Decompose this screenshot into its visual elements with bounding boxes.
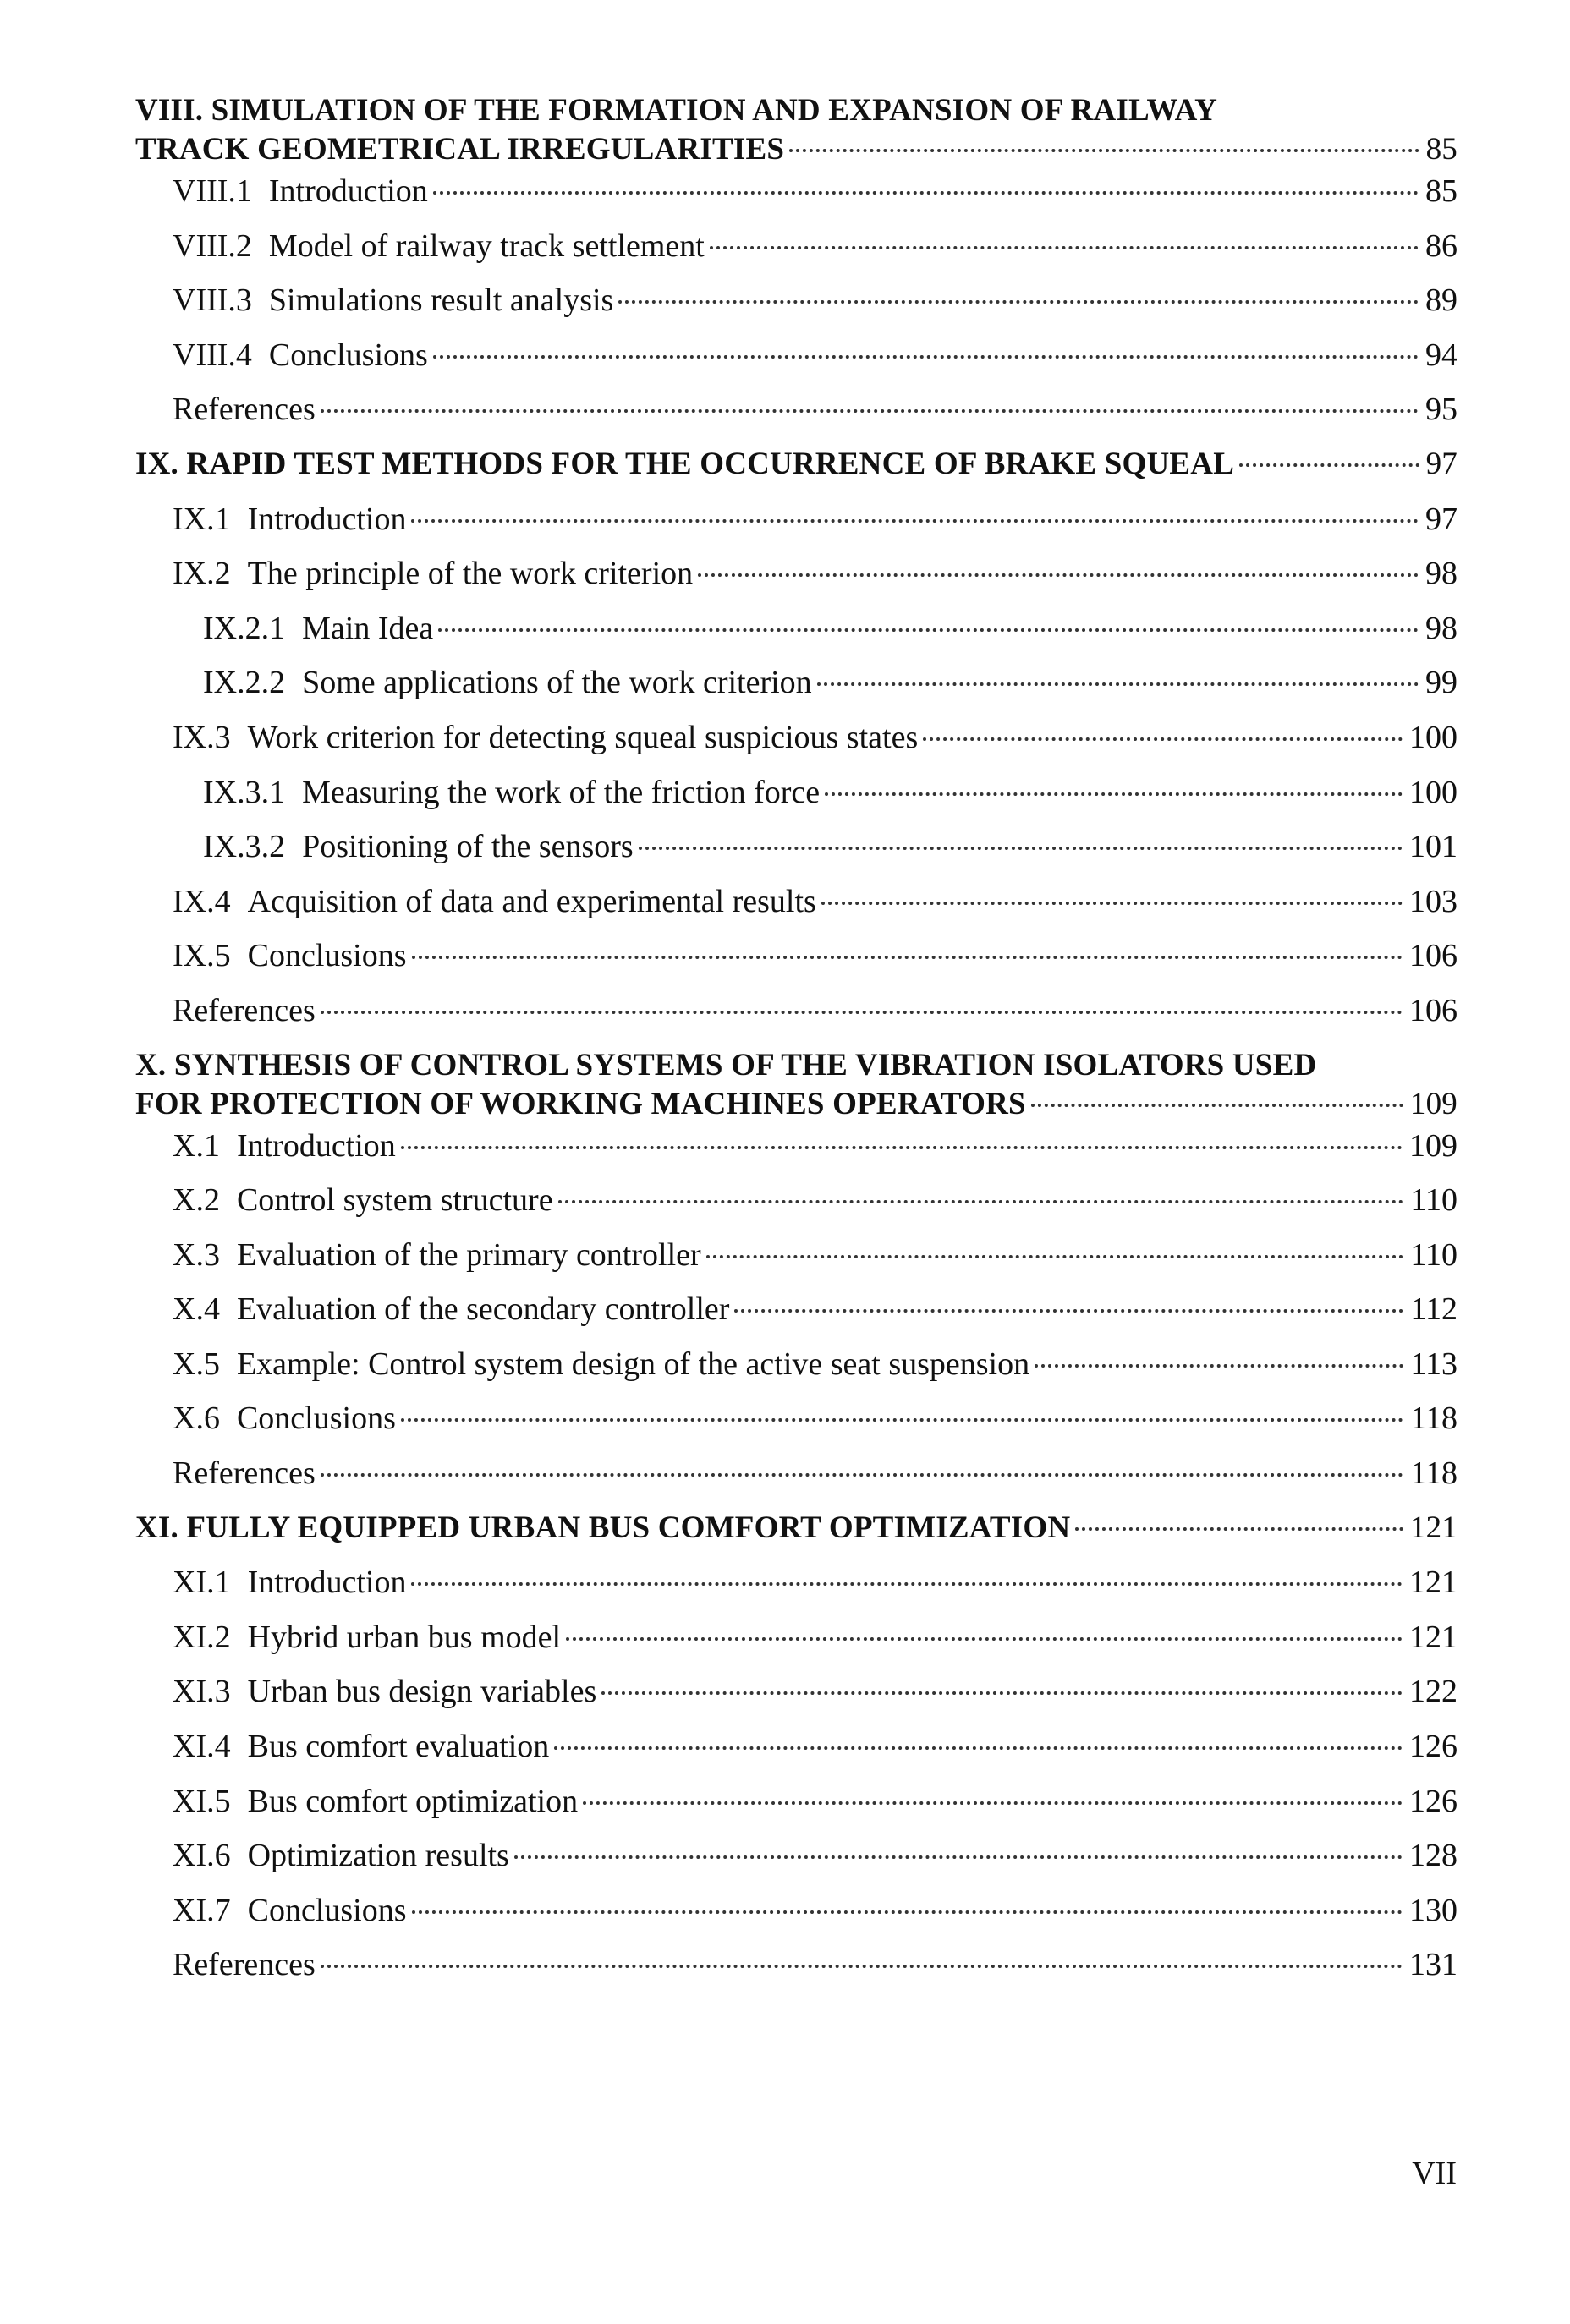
section-number: IX.2.1 xyxy=(203,610,286,646)
dot-leader xyxy=(825,792,1403,796)
toc-subsection-entry[interactable] xyxy=(135,609,1457,664)
section-title: Hybrid urban bus model xyxy=(247,1619,562,1655)
page-number: 110 xyxy=(1410,1182,1457,1219)
section-number: IX.3.1 xyxy=(203,774,286,810)
page-number: 122 xyxy=(1409,1674,1457,1710)
dot-leader xyxy=(401,1146,1403,1149)
page-number: 121 xyxy=(1409,1565,1457,1601)
dot-leader xyxy=(514,1855,1403,1859)
dot-leader xyxy=(321,409,1419,413)
page-number: 86 xyxy=(1425,227,1457,264)
dot-leader xyxy=(583,1801,1403,1805)
section-number: IX.3 xyxy=(173,719,231,755)
toc-section-entry[interactable] xyxy=(135,1891,1457,1946)
toc-section-entry[interactable] xyxy=(135,500,1457,555)
dot-leader xyxy=(817,682,1419,686)
dot-leader xyxy=(554,1746,1403,1750)
page-number: 128 xyxy=(1409,1838,1457,1874)
dot-leader xyxy=(321,1965,1403,1968)
toc-section-entry[interactable] xyxy=(135,1782,1457,1837)
section-number: X.5 xyxy=(173,1346,220,1382)
toc-section-entry[interactable] xyxy=(135,718,1457,773)
chapter-title-line2-row xyxy=(135,130,1457,169)
toc-section-entry[interactable] xyxy=(135,1454,1457,1509)
toc-section-entry[interactable] xyxy=(135,936,1457,991)
section-title: Bus comfort optimization xyxy=(247,1783,579,1819)
toc-section-entry[interactable] xyxy=(135,172,1457,227)
dot-leader xyxy=(1239,463,1419,467)
section-title: Conclusions xyxy=(236,1400,396,1437)
section-number: XI.5 xyxy=(173,1783,231,1819)
page-number: 97 xyxy=(1425,446,1457,481)
section-number: IX.3.2 xyxy=(203,829,286,865)
section-title: Evaluation of the secondary controller xyxy=(236,1291,730,1328)
section-title: Optimization results xyxy=(247,1838,509,1874)
toc-section-entry[interactable] xyxy=(135,1126,1457,1181)
section-number: IX.1 xyxy=(173,501,231,537)
section-title: References xyxy=(173,992,316,1028)
section-title: Model of railway track settlement xyxy=(268,227,705,264)
dot-leader xyxy=(1075,1527,1403,1531)
chapter-title: IX. RAPID TEST METHODS FOR THE OCCURRENCE OF BRAKE SQUEAL xyxy=(135,446,1235,481)
page-number: 112 xyxy=(1410,1291,1457,1328)
page-number: 113 xyxy=(1410,1346,1457,1382)
section-number: VIII.2 xyxy=(173,227,252,264)
dot-leader xyxy=(411,1582,1403,1586)
section-number: XI.6 xyxy=(173,1838,231,1874)
section-number: VIII.1 xyxy=(173,173,252,209)
toc-section-entry[interactable] xyxy=(135,1945,1457,2000)
chapter-title: XI. FULLY EQUIPPED URBAN BUS COMFORT OPTIMIZATION xyxy=(135,1510,1071,1545)
page-number: 94 xyxy=(1425,337,1457,373)
section-number: XI.7 xyxy=(173,1892,231,1928)
section-title: Conclusions xyxy=(268,337,428,373)
section-title: Work criterion for detecting squeal suspicious states xyxy=(247,719,919,755)
section-title: Conclusions xyxy=(247,1892,407,1928)
dot-leader xyxy=(433,191,1419,195)
toc-chapter-entry[interactable] xyxy=(135,1046,1457,1126)
dot-leader xyxy=(566,1637,1403,1641)
page-number: 118 xyxy=(1410,1455,1457,1492)
toc-subsection-entry[interactable] xyxy=(135,663,1457,718)
section-title: Urban bus design variables xyxy=(247,1674,597,1710)
toc-subsection-entry[interactable] xyxy=(135,827,1457,882)
dot-leader xyxy=(618,300,1419,304)
toc-section-entry[interactable] xyxy=(135,390,1457,445)
dot-leader xyxy=(601,1691,1403,1695)
page-number: 103 xyxy=(1409,883,1457,919)
section-number: X.4 xyxy=(173,1291,220,1328)
chapter-title-line1: VIII. SIMULATION OF THE FORMATION AND EXPANSION OF RAILWAY xyxy=(135,93,1218,128)
section-number: X.3 xyxy=(173,1236,220,1273)
dot-leader xyxy=(789,149,1419,152)
section-title: Example: Control system design of the active seat suspension xyxy=(236,1346,1030,1382)
toc-section-entry[interactable] xyxy=(135,1836,1457,1891)
dot-leader xyxy=(412,1910,1403,1914)
page-number: 98 xyxy=(1425,610,1457,646)
section-title: Evaluation of the primary controller xyxy=(236,1236,701,1273)
section-title: The principle of the work criterion xyxy=(247,556,694,592)
dot-leader xyxy=(706,1255,1404,1258)
page-number: 130 xyxy=(1409,1892,1457,1928)
section-number: XI.3 xyxy=(173,1674,231,1710)
dot-leader xyxy=(558,1200,1404,1203)
page-number: 109 xyxy=(1409,1086,1457,1121)
section-number: VIII.3 xyxy=(173,282,252,319)
section-title: Acquisition of data and experimental results xyxy=(247,883,816,919)
toc-section-entry[interactable] xyxy=(135,1563,1457,1618)
chapter-title-line2: FOR PROTECTION OF WORKING MACHINES OPERATORS xyxy=(135,1086,1026,1121)
dot-leader xyxy=(411,519,1419,523)
page-number: 97 xyxy=(1425,501,1457,537)
dot-leader xyxy=(433,355,1419,359)
chapter-title-line2: TRACK GEOMETRICAL IRREGULARITIES xyxy=(135,132,785,167)
toc-chapter-entry[interactable] xyxy=(135,445,1457,500)
section-number: X.2 xyxy=(173,1182,220,1219)
section-title: Bus comfort evaluation xyxy=(247,1729,550,1765)
section-number: IX.5 xyxy=(173,938,231,974)
dot-leader xyxy=(1035,1364,1403,1368)
section-title: Introduction xyxy=(268,173,428,209)
toc-subsection-entry[interactable] xyxy=(135,773,1457,828)
toc-section-entry[interactable] xyxy=(135,882,1457,937)
toc-section-entry[interactable] xyxy=(135,1290,1457,1345)
section-number: XI.4 xyxy=(173,1729,231,1765)
page-number: 126 xyxy=(1409,1783,1457,1819)
dot-leader xyxy=(923,737,1403,741)
page-number: 106 xyxy=(1409,992,1457,1028)
page-number: 98 xyxy=(1425,556,1457,592)
section-title: Main Idea xyxy=(302,610,434,646)
dot-leader xyxy=(1031,1104,1403,1107)
chapter-title-line1: X. SYNTHESIS OF CONTROL SYSTEMS OF THE VIBRATION ISOLATORS USED xyxy=(135,1047,1317,1083)
page-number: 126 xyxy=(1409,1729,1457,1765)
page-number: 101 xyxy=(1409,829,1457,865)
page-number: 106 xyxy=(1409,938,1457,974)
page-number: 121 xyxy=(1409,1619,1457,1655)
section-number: IX.2.2 xyxy=(203,665,286,701)
toc-section-entry[interactable] xyxy=(135,1727,1457,1782)
section-number: X.1 xyxy=(173,1127,220,1164)
page-number: 121 xyxy=(1409,1510,1457,1545)
dot-leader xyxy=(438,628,1419,632)
toc-section-entry[interactable] xyxy=(135,281,1457,336)
toc-section-entry[interactable] xyxy=(135,1181,1457,1236)
section-title: References xyxy=(173,392,316,428)
section-title: Conclusions xyxy=(247,938,407,974)
section-number: X.6 xyxy=(173,1400,220,1437)
toc-chapter-entry[interactable] xyxy=(135,91,1457,172)
toc-section-entry[interactable] xyxy=(135,1236,1457,1291)
page-folio: VII xyxy=(1412,2156,1457,2191)
section-number: IX.4 xyxy=(173,883,231,919)
section-title: Simulations result analysis xyxy=(268,282,614,319)
toc-section-entry[interactable] xyxy=(135,227,1457,282)
page-number: 99 xyxy=(1425,665,1457,701)
toc-chapter-entry[interactable] xyxy=(135,1509,1457,1564)
toc-section-entry[interactable] xyxy=(135,336,1457,391)
toc-section-entry[interactable] xyxy=(135,1399,1457,1454)
toc-section-entry[interactable] xyxy=(135,554,1457,609)
page-number: 100 xyxy=(1409,719,1457,755)
table-of-contents xyxy=(135,91,1457,2000)
section-title: References xyxy=(173,1455,316,1492)
dot-leader xyxy=(698,573,1419,577)
page-number: 85 xyxy=(1425,173,1457,209)
chapter-title-line2-row xyxy=(135,1085,1457,1124)
section-title: Measuring the work of the friction force xyxy=(302,774,821,810)
dot-leader xyxy=(710,246,1419,249)
dot-leader xyxy=(734,1309,1403,1313)
section-number: VIII.4 xyxy=(173,337,252,373)
page-number: 89 xyxy=(1425,282,1457,319)
dot-leader xyxy=(821,902,1403,905)
section-title: Introduction xyxy=(236,1127,396,1164)
section-title: Introduction xyxy=(247,501,407,537)
page-number: 100 xyxy=(1409,774,1457,810)
dot-leader xyxy=(321,1011,1403,1014)
page-number: 95 xyxy=(1425,392,1457,428)
dot-leader xyxy=(412,956,1403,959)
dot-leader xyxy=(321,1473,1404,1477)
page-number: 85 xyxy=(1425,132,1457,167)
page-number: 109 xyxy=(1409,1127,1457,1164)
toc-section-entry[interactable] xyxy=(135,1345,1457,1400)
page-number: 110 xyxy=(1410,1236,1457,1273)
section-title: Control system structure xyxy=(236,1182,553,1219)
toc-section-entry[interactable] xyxy=(135,991,1457,1046)
dot-leader xyxy=(639,847,1403,850)
page-number: 118 xyxy=(1410,1400,1457,1437)
section-title: References xyxy=(173,1947,316,1983)
toc-section-entry[interactable] xyxy=(135,1618,1457,1673)
section-number: IX.2 xyxy=(173,556,231,592)
toc-section-entry[interactable] xyxy=(135,1672,1457,1727)
page-number: 131 xyxy=(1409,1947,1457,1983)
section-number: XI.1 xyxy=(173,1565,231,1601)
section-title: Some applications of the work criterion xyxy=(302,665,812,701)
section-title: Positioning of the sensors xyxy=(302,829,634,865)
section-title: Introduction xyxy=(247,1565,407,1601)
dot-leader xyxy=(401,1418,1404,1422)
section-number: XI.2 xyxy=(173,1619,231,1655)
